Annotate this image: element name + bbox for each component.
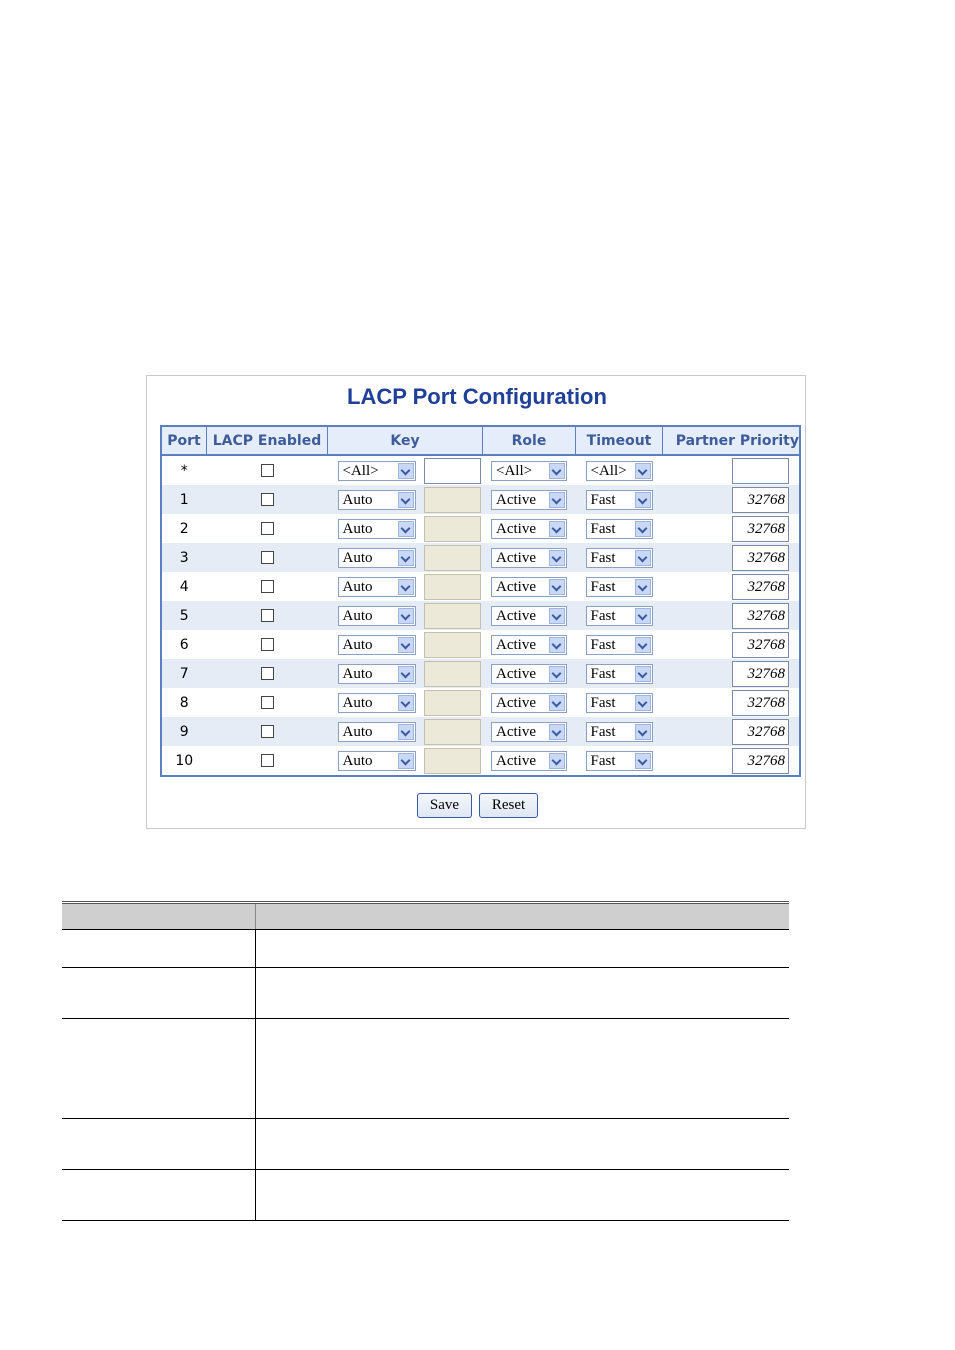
key-select-value: <All>	[342, 462, 379, 479]
role-select[interactable]	[491, 751, 567, 771]
role-select-value: Active	[496, 636, 536, 653]
description-row	[62, 968, 789, 1019]
role-select-value: Active	[496, 491, 536, 508]
lacp-enabled-checkbox[interactable]	[261, 522, 274, 535]
chevron-down-icon[interactable]	[549, 666, 565, 682]
chevron-down-icon[interactable]	[398, 550, 414, 566]
table-row	[161, 717, 800, 746]
port-cell: 1	[161, 485, 207, 514]
role-select-value: Active	[496, 607, 536, 624]
chevron-down-icon[interactable]	[549, 637, 565, 653]
key-value-input[interactable]	[424, 516, 481, 542]
role-select[interactable]	[491, 722, 567, 742]
timeout-select-value: <All>	[590, 462, 627, 479]
port-cell: 8	[161, 688, 207, 717]
key-select[interactable]	[338, 519, 416, 539]
partner-priority-input[interactable]: 32768	[732, 545, 789, 571]
reset-button[interactable]: Reset	[479, 793, 538, 818]
description-row	[62, 930, 789, 968]
save-button[interactable]: Save	[417, 793, 472, 818]
key-value-input[interactable]	[424, 545, 481, 571]
partner-priority-input[interactable]: 32768	[732, 690, 789, 716]
column-header-port: Port	[161, 426, 207, 455]
timeout-select[interactable]	[586, 722, 653, 742]
chevron-down-icon[interactable]	[398, 521, 414, 537]
lacp-enabled-checkbox[interactable]	[261, 754, 274, 767]
key-value-input[interactable]	[424, 632, 481, 658]
key-select[interactable]	[338, 577, 416, 597]
port-cell: 3	[161, 543, 207, 572]
chevron-down-icon[interactable]	[635, 753, 651, 769]
timeout-select[interactable]	[586, 577, 653, 597]
table-row	[161, 514, 800, 543]
key-select[interactable]	[338, 664, 416, 684]
chevron-down-icon[interactable]	[549, 492, 565, 508]
role-select[interactable]	[491, 519, 567, 539]
key-select-value: Auto	[342, 578, 373, 595]
role-select[interactable]	[491, 635, 567, 655]
key-select[interactable]	[338, 548, 416, 568]
chevron-down-icon[interactable]	[398, 492, 414, 508]
description-header-description	[256, 903, 790, 930]
key-value-input[interactable]	[424, 719, 481, 745]
lacp-enabled-checkbox[interactable]	[261, 551, 274, 564]
chevron-down-icon[interactable]	[635, 724, 651, 740]
chevron-down-icon[interactable]	[635, 695, 651, 711]
key-select-value: Auto	[342, 665, 373, 682]
port-cell: 4	[161, 572, 207, 601]
key-value-input[interactable]	[424, 748, 481, 774]
chevron-down-icon[interactable]	[635, 608, 651, 624]
chevron-down-icon[interactable]	[549, 724, 565, 740]
key-select[interactable]	[338, 461, 416, 481]
lacp-port-table	[160, 425, 801, 777]
key-select[interactable]	[338, 490, 416, 510]
role-select-value: Active	[496, 694, 536, 711]
description-table	[62, 901, 789, 1221]
chevron-down-icon[interactable]	[549, 695, 565, 711]
port-cell: 7	[161, 659, 207, 688]
chevron-down-icon[interactable]	[398, 637, 414, 653]
timeout-select-value: Fast	[590, 520, 616, 537]
role-select-value: Active	[496, 549, 536, 566]
key-value-input[interactable]	[424, 690, 481, 716]
description-header-object	[62, 903, 256, 930]
timeout-select-value: Fast	[590, 694, 616, 711]
key-select[interactable]	[338, 606, 416, 626]
role-select[interactable]	[491, 490, 567, 510]
role-select[interactable]	[491, 664, 567, 684]
lacp-enabled-checkbox[interactable]	[261, 580, 274, 593]
key-value-input[interactable]	[424, 661, 481, 687]
chevron-down-icon[interactable]	[398, 695, 414, 711]
table-row	[161, 485, 800, 514]
description-row	[62, 1019, 789, 1119]
timeout-select[interactable]	[586, 548, 653, 568]
key-select[interactable]	[338, 751, 416, 771]
chevron-down-icon[interactable]	[635, 463, 651, 479]
role-select[interactable]	[491, 606, 567, 626]
chevron-down-icon[interactable]	[549, 550, 565, 566]
key-select-value: Auto	[342, 752, 373, 769]
chevron-down-icon[interactable]	[549, 608, 565, 624]
chevron-down-icon[interactable]	[398, 753, 414, 769]
timeout-select[interactable]	[586, 751, 653, 771]
key-select-value: Auto	[342, 491, 373, 508]
page-title: LACP Port Configuration	[347, 384, 607, 409]
description-header-row	[62, 903, 789, 930]
lacp-enabled-checkbox[interactable]	[261, 667, 274, 680]
port-cell: 2	[161, 514, 207, 543]
port-cell: 10	[161, 746, 207, 776]
timeout-select-value: Fast	[590, 723, 616, 740]
chevron-down-icon[interactable]	[635, 550, 651, 566]
chevron-down-icon[interactable]	[549, 521, 565, 537]
role-select[interactable]	[491, 693, 567, 713]
chevron-down-icon[interactable]	[398, 463, 414, 479]
column-header-timeout: Timeout	[576, 426, 663, 455]
partner-priority-input[interactable]: 32768	[732, 748, 789, 774]
key-select-value: Auto	[342, 549, 373, 566]
chevron-down-icon[interactable]	[398, 666, 414, 682]
description-row	[62, 1119, 789, 1170]
timeout-select-value: Fast	[590, 636, 616, 653]
partner-priority-input[interactable]: 32768	[732, 603, 789, 629]
key-select-value: Auto	[342, 723, 373, 740]
role-select-value: Active	[496, 723, 536, 740]
chevron-down-icon[interactable]	[635, 666, 651, 682]
table-row	[161, 659, 800, 688]
partner-priority-input[interactable]: 32768	[732, 632, 789, 658]
role-select[interactable]	[491, 577, 567, 597]
port-cell: 9	[161, 717, 207, 746]
timeout-select[interactable]	[586, 606, 653, 626]
chevron-down-icon[interactable]	[398, 608, 414, 624]
timeout-select-value: Fast	[590, 578, 616, 595]
table-body	[161, 455, 800, 776]
chevron-down-icon[interactable]	[398, 579, 414, 595]
port-cell: *	[161, 455, 207, 485]
key-value-input[interactable]	[424, 458, 481, 484]
table-row	[161, 543, 800, 572]
chevron-down-icon[interactable]	[635, 637, 651, 653]
key-select-value: Auto	[342, 694, 373, 711]
key-select[interactable]	[338, 693, 416, 713]
key-select[interactable]	[338, 722, 416, 742]
partner-priority-input[interactable]: 32768	[732, 487, 789, 513]
chevron-down-icon[interactable]	[635, 492, 651, 508]
role-select[interactable]	[491, 548, 567, 568]
key-select-value: Auto	[342, 636, 373, 653]
column-header-lacp-enabled: LACP Enabled	[207, 426, 328, 455]
partner-priority-input[interactable]: 32768	[732, 516, 789, 542]
lacp-enabled-checkbox[interactable]	[261, 638, 274, 651]
timeout-select[interactable]	[586, 664, 653, 684]
timeout-select[interactable]	[586, 461, 653, 481]
table-row	[161, 746, 800, 776]
chevron-down-icon[interactable]	[635, 579, 651, 595]
role-select-value: Active	[496, 578, 536, 595]
role-select[interactable]	[491, 461, 567, 481]
partner-priority-input[interactable]	[732, 458, 789, 484]
timeout-select-value: Fast	[590, 491, 616, 508]
lacp-enabled-checkbox[interactable]	[261, 696, 274, 709]
timeout-select-value: Fast	[590, 549, 616, 566]
table-row	[161, 601, 800, 630]
lacp-enabled-checkbox[interactable]	[261, 464, 274, 477]
partner-priority-input[interactable]: 32768	[732, 574, 789, 600]
table-row	[161, 688, 800, 717]
port-cell: 5	[161, 601, 207, 630]
role-select-value: Active	[496, 520, 536, 537]
chevron-down-icon[interactable]	[549, 579, 565, 595]
key-value-input[interactable]	[424, 487, 481, 513]
timeout-select-value: Fast	[590, 752, 616, 769]
chevron-down-icon[interactable]	[549, 753, 565, 769]
timeout-select-value: Fast	[590, 665, 616, 682]
column-header-role: Role	[483, 426, 576, 455]
chevron-down-icon[interactable]	[549, 463, 565, 479]
description-row	[62, 1170, 789, 1221]
column-header-key: Key	[328, 426, 483, 455]
table-row-all	[161, 455, 800, 485]
role-select-value: Active	[496, 752, 536, 769]
key-value-input[interactable]	[424, 603, 481, 629]
port-cell: 6	[161, 630, 207, 659]
table-row	[161, 630, 800, 659]
column-header-partner-priority: Partner Priority	[663, 426, 801, 455]
timeout-select[interactable]	[586, 635, 653, 655]
key-select-value: Auto	[342, 520, 373, 537]
lacp-enabled-checkbox[interactable]	[261, 725, 274, 738]
timeout-select[interactable]	[586, 490, 653, 510]
table-row	[161, 572, 800, 601]
partner-priority-input[interactable]: 32768	[732, 661, 789, 687]
role-select-value: Active	[496, 665, 536, 682]
key-select[interactable]	[338, 635, 416, 655]
timeout-select[interactable]	[586, 519, 653, 539]
chevron-down-icon[interactable]	[398, 724, 414, 740]
chevron-down-icon[interactable]	[635, 521, 651, 537]
key-value-input[interactable]	[424, 574, 481, 600]
partner-priority-input[interactable]: 32768	[732, 719, 789, 745]
lacp-enabled-checkbox[interactable]	[261, 493, 274, 506]
lacp-port-configuration-panel	[146, 375, 806, 829]
lacp-enabled-checkbox[interactable]	[261, 609, 274, 622]
timeout-select[interactable]	[586, 693, 653, 713]
role-select-value: <All>	[496, 462, 533, 479]
table-header-row	[161, 426, 800, 455]
key-select-value: Auto	[342, 607, 373, 624]
timeout-select-value: Fast	[590, 607, 616, 624]
